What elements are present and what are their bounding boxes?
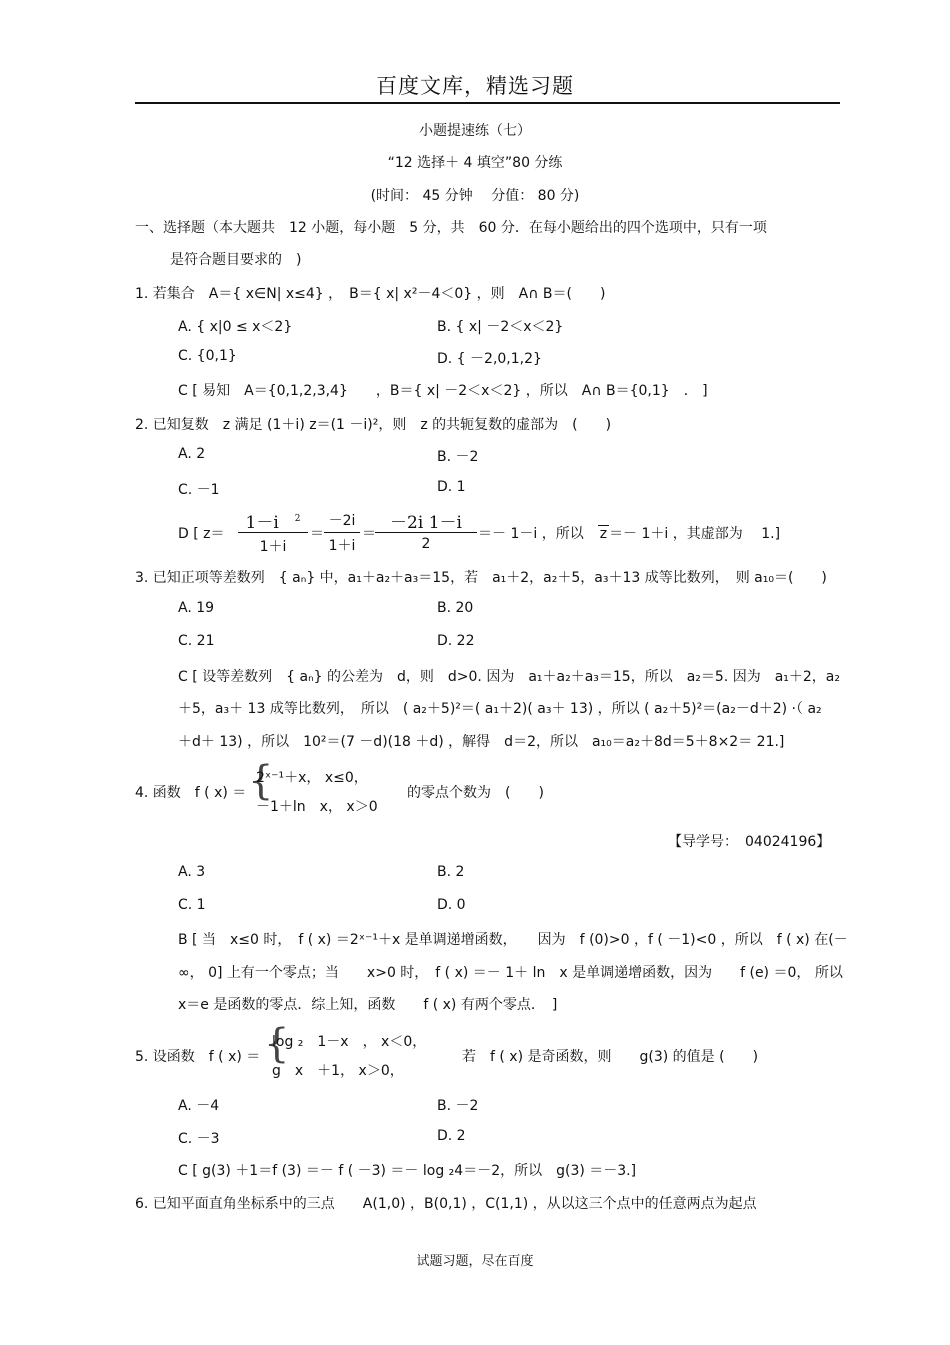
question-5-answer: C [ g(3) ＋1＝f (3) ＝－ f ( －3) ＝－ log ₂4＝－2，所以 g(3) ＝－3.] xyxy=(178,1163,637,1179)
question-3-option-b: B. 20 xyxy=(437,600,474,616)
question-2-fraction-3 xyxy=(375,508,477,552)
question-4-option-b: B. 2 xyxy=(437,864,465,880)
practice-meta: (时间： 45 分钟 分值： 80 分) xyxy=(370,188,580,204)
question-2-stem: 2. 已知复数 z 满足 (1＋i) z＝(1 －i)²，则 z 的共轭复数的虚部为 ( ) xyxy=(135,417,612,433)
question-1-answer: C [ 易知 A＝{0,1,2,3,4} ，B＝{ x| －2＜x＜2} ，所以 A∩ B＝{0,1} ． ] xyxy=(178,383,708,399)
fraction-3-numerator: －2i 1－i xyxy=(390,513,462,533)
practice-title: 小题提速练（七） xyxy=(419,123,531,139)
z-conjugate: z xyxy=(599,526,608,542)
page-header-title: 百度文库，精选习题 xyxy=(376,74,574,98)
question-5-option-d: D. 2 xyxy=(437,1128,466,1144)
question-1-option-c: C. {0,1} xyxy=(178,348,237,364)
question-2-option-b: B. －2 xyxy=(437,449,479,465)
question-3-stem: 3. 已知正项等差数列 { aₙ} 中，a₁＋a₂＋a₃＝15，若 a₁＋2，a₂＋5，a₃＋13 成等比数列， 则 a₁₀＝( ) xyxy=(135,570,827,586)
question-3-answer-line3: ＋d＋ 13) ，所以 10²＝(7 －d)(18 ＋d) ，解得 d＝2，所以 a₁₀＝a₂＋8d＝5＋8×2＝ 21.] xyxy=(178,734,785,750)
section-heading-line2: 是符合题目要求的 ) xyxy=(170,252,302,268)
fraction-1-denominator: 1＋i xyxy=(259,539,287,555)
question-4-tail: 的零点个数为 ( ) xyxy=(407,785,544,801)
question-2-fraction-1 xyxy=(238,508,308,556)
fraction-1-exponent: 2 xyxy=(294,514,301,525)
fraction-1-numerator: 1－i xyxy=(245,513,279,533)
question-3-option-d: D. 22 xyxy=(437,633,475,649)
question-3-answer-line2: ＋5，a₃＋ 13 成等比数列， 所以 ( a₂＋5)²＝( a₁＋2)( a₃＋ 13) ，所以 ( a₂＋5)²＝(a₂－d＋2) ·（ a₂ xyxy=(178,701,822,717)
question-5-case-1: log ₂ 1－x ， x＜0， xyxy=(272,1034,427,1050)
fraction-3-denominator: 2 xyxy=(421,536,431,552)
question-5-lead: 5. 设函数 f ( x) ＝ xyxy=(135,1049,261,1065)
question-1-option-b: B. { x| －2＜x＜2} xyxy=(437,319,564,335)
question-4-answer-line3: x＝e 是函数的零点．综上知，函数 f ( x) 有两个零点． ] xyxy=(178,997,558,1013)
question-2-answer-lead: D [ z＝ xyxy=(178,526,225,542)
question-4-option-a: A. 3 xyxy=(178,864,206,880)
answer-tail-part1: ＝－ 1－i ，所以 xyxy=(478,526,598,542)
question-2-option-c: C. －1 xyxy=(178,482,220,498)
question-2-answer-tail xyxy=(478,523,780,543)
question-6-stem: 6. 已知平面直角坐标系中的三点 A(1,0) ，B(0,1) ，C(1,1) ，从以这三个点中的任意两点为起点 xyxy=(135,1196,757,1212)
question-5-case-2: g x ＋1， x＞0， xyxy=(272,1063,404,1079)
question-4-lead: 4. 函数 f ( x) ＝ xyxy=(135,785,247,801)
fraction-3-bar xyxy=(375,532,477,533)
piecewise-brace-icon: { xyxy=(248,758,274,804)
question-5-option-c: C. －3 xyxy=(178,1131,220,1147)
question-2-option-d: D. 1 xyxy=(437,479,466,495)
question-4-answer-line1: B [ 当 x≤0 时， f ( x) ＝2ˣ⁻¹＋x 是单调递增函数， 因为 f (0)>0 ，f ( －1)<0 ，所以 f ( x) 在(－ xyxy=(178,932,848,948)
question-4-reference-number: 【导学号： 04024196】 xyxy=(668,834,831,850)
question-4-option-d: D. 0 xyxy=(437,897,466,913)
question-2-equals-1: ＝ xyxy=(310,526,324,542)
question-5-tail: 若 f ( x) 是奇函数，则 g(3) 的值是 ( ) xyxy=(462,1049,759,1065)
question-2-option-a: A. 2 xyxy=(178,446,206,462)
question-3-option-a: A. 19 xyxy=(178,600,215,616)
question-2-equals-2: ＝ xyxy=(362,526,376,542)
fraction-2-denominator: 1＋i xyxy=(328,538,356,554)
practice-subtitle: “12 选择＋ 4 填空”80 分练 xyxy=(387,155,563,171)
question-1-stem: 1. 若集合 A＝{ x∈N| x≤4} ， B＝{ x| x²－4＜0} ，则 A∩ B＝( ) xyxy=(135,286,606,302)
section-heading-line1: 一、选择题（本大题共 12 小题，每小题 5 分，共 60 分．在每小题给出的四个选项中，只有一项 xyxy=(135,220,767,236)
question-4-case-1: 2ˣ⁻¹＋x， x≤0， xyxy=(256,770,368,786)
question-4-answer-line2: ∞， 0] 上有一个零点；当 x>0 时， f ( x) ＝－ 1＋ ln x 是单调递增函数，因为 f (e) ＝0， 所以 xyxy=(178,965,843,981)
question-4-option-c: C. 1 xyxy=(178,897,206,913)
fraction-1-bar xyxy=(238,532,308,533)
question-1-option-a: A. { x|0 ≤ x＜2} xyxy=(178,319,293,335)
page-footer: 试题习题，尽在百度 xyxy=(416,1254,534,1269)
question-5-option-a: A. －4 xyxy=(178,1098,220,1114)
question-1-option-d: D. { －2,0,1,2} xyxy=(437,351,542,367)
question-5-option-b: B. －2 xyxy=(437,1098,479,1114)
fraction-2-bar xyxy=(324,532,360,533)
question-4-case-2: －1＋ln x， x＞0 xyxy=(256,799,378,815)
header-rule xyxy=(135,102,840,104)
answer-tail-part2: ＝－ 1＋i ，其虚部为 1.] xyxy=(609,526,781,542)
piecewise-brace-icon: { xyxy=(264,1021,290,1067)
question-3-answer-line1: C [ 设等差数列 { aₙ} 的公差为 d，则 d>0. 因为 a₁＋a₂＋a₃＝15，所以 a₂＝5. 因为 a₁＋2，a₂ xyxy=(178,669,840,685)
question-2-fraction-2 xyxy=(324,510,360,555)
fraction-2-numerator: －2i xyxy=(328,513,356,529)
question-3-option-c: C. 21 xyxy=(178,633,215,649)
